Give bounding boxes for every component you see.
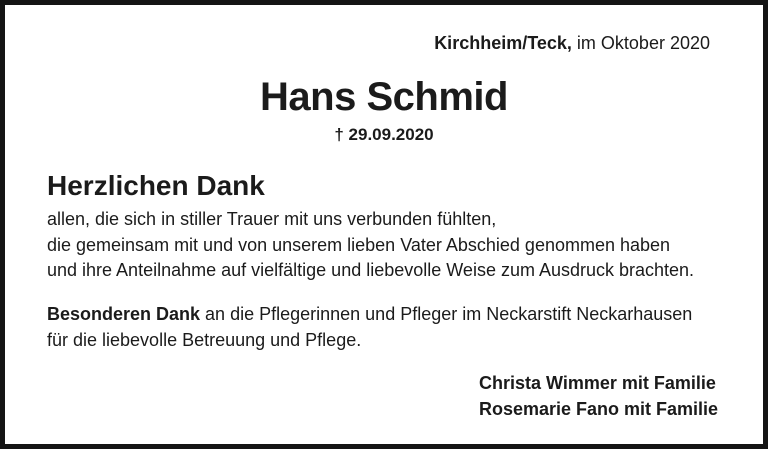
dateline-date: im Oktober 2020 [576,33,710,53]
signature-line: Rosemarie Fano mit Familie [479,399,719,419]
special-thanks-rest: an die Pflegerinnen und Pfleger im Neckarstift Neckarhausen [200,304,693,324]
signature-line: Christa Wimmer mit Familie [479,373,716,393]
special-thanks-paragraph [47,301,692,353]
thanks-paragraph [47,207,694,284]
death-date: † 29.09.2020 [334,125,434,144]
dateline [434,33,710,54]
special-thanks-bold-label: Besonderen Dank [47,304,201,324]
thanks-line: allen, die sich in stiller Trauer mit uns verbunden fühlten, [47,209,497,229]
special-thanks-line [47,301,692,327]
signature-block [479,370,718,422]
dateline-place: Kirchheim/Teck, [434,33,572,53]
thanks-line: die gemeinsam mit und von unserem lieben Vater Abschied genommen haben [47,234,671,255]
thanks-heading: Herzlichen Dank [47,170,265,201]
special-thanks-line: für die liebevolle Betreuung und Pflege. [47,330,362,350]
deceased-name: Hans Schmid [260,75,508,119]
thanks-line: und ihre Anteilnahme auf vielfältige und liebevolle Weise zum Ausdruck brachten. [47,260,695,280]
